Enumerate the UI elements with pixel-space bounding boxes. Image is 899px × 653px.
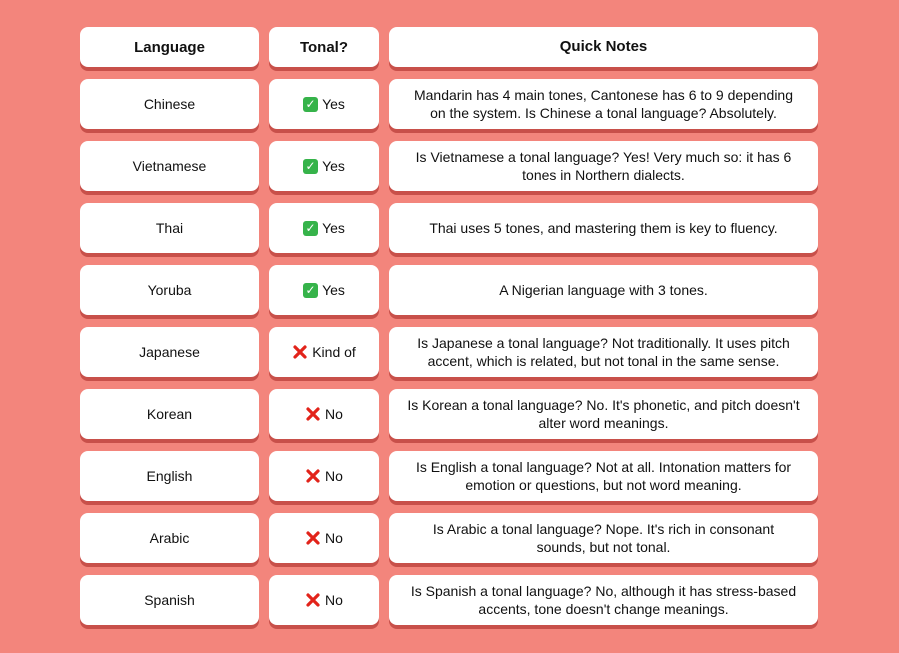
language-cell: Spanish [80, 575, 259, 625]
header-notes: Quick Notes [389, 27, 818, 67]
tonal-languages-table [80, 27, 819, 637]
cross-icon [305, 530, 321, 546]
tonal-label: Yes [322, 282, 345, 298]
language-cell: Korean [80, 389, 259, 439]
notes-cell: A Nigerian language with 3 tones. [389, 265, 818, 315]
table-row-korean [80, 389, 819, 439]
notes-cell: Is Japanese a tonal language? Not traditionally. It uses pitch accent, which is related, but not tonal in the same sense. [389, 327, 818, 377]
tonal-value [303, 220, 345, 236]
header-language: Language [80, 27, 259, 67]
cross-icon [292, 344, 308, 360]
tonal-label: No [325, 468, 343, 484]
tonal-value [305, 592, 343, 608]
table-row-thai [80, 203, 819, 253]
tonal-cell [269, 389, 379, 439]
tonal-value [303, 158, 345, 174]
table-row-japanese [80, 327, 819, 377]
notes-cell: Is English a tonal language? Not at all. Intonation matters for emotion or questions, but not word meaning. [389, 451, 818, 501]
table-row-chinese [80, 79, 819, 129]
tonal-label: No [325, 406, 343, 422]
check-icon: ✓ [303, 97, 318, 112]
tonal-label: Yes [322, 158, 345, 174]
tonal-value [292, 344, 356, 360]
language-cell: Japanese [80, 327, 259, 377]
tonal-cell [269, 79, 379, 129]
tonal-label: No [325, 530, 343, 546]
tonal-cell [269, 265, 379, 315]
language-cell: Chinese [80, 79, 259, 129]
tonal-value [305, 468, 343, 484]
tonal-label: Yes [322, 220, 345, 236]
table-row-english [80, 451, 819, 501]
table-header [80, 27, 819, 67]
tonal-cell [269, 203, 379, 253]
language-cell: Vietnamese [80, 141, 259, 191]
notes-cell: Is Vietnamese a tonal language? Yes! Very much so: it has 6 tones in Northern dialects. [389, 141, 818, 191]
tonal-value [303, 282, 345, 298]
language-cell: Thai [80, 203, 259, 253]
notes-cell: Is Spanish a tonal language? No, although it has stress-based accents, tone doesn't change meanings. [389, 575, 818, 625]
cross-icon [305, 406, 321, 422]
tonal-label: No [325, 592, 343, 608]
tonal-cell [269, 513, 379, 563]
tonal-value [305, 530, 343, 546]
cross-icon [305, 468, 321, 484]
language-cell: Yoruba [80, 265, 259, 315]
tonal-cell [269, 575, 379, 625]
tonal-value [305, 406, 343, 422]
tonal-label: Kind of [312, 344, 356, 360]
check-icon: ✓ [303, 283, 318, 298]
check-icon: ✓ [303, 221, 318, 236]
language-cell: Arabic [80, 513, 259, 563]
cross-icon [305, 592, 321, 608]
table-body [80, 79, 819, 625]
tonal-label: Yes [322, 96, 345, 112]
language-cell: English [80, 451, 259, 501]
tonal-value [303, 96, 345, 112]
tonal-cell [269, 451, 379, 501]
check-icon: ✓ [303, 159, 318, 174]
notes-cell: Mandarin has 4 main tones, Cantonese has 6 to 9 depending on the system. Is Chinese a tonal language? Absolutely. [389, 79, 818, 129]
header-tonal: Tonal? [269, 27, 379, 67]
table-row-vietnamese [80, 141, 819, 191]
notes-cell: Is Korean a tonal language? No. It's phonetic, and pitch doesn't alter word meanings. [389, 389, 818, 439]
notes-cell: Thai uses 5 tones, and mastering them is key to fluency. [389, 203, 818, 253]
table-row-arabic [80, 513, 819, 563]
table-row-yoruba [80, 265, 819, 315]
tonal-cell [269, 141, 379, 191]
notes-cell: Is Arabic a tonal language? Nope. It's rich in consonant sounds, but not tonal. [389, 513, 818, 563]
tonal-cell [269, 327, 379, 377]
table-row-spanish [80, 575, 819, 625]
